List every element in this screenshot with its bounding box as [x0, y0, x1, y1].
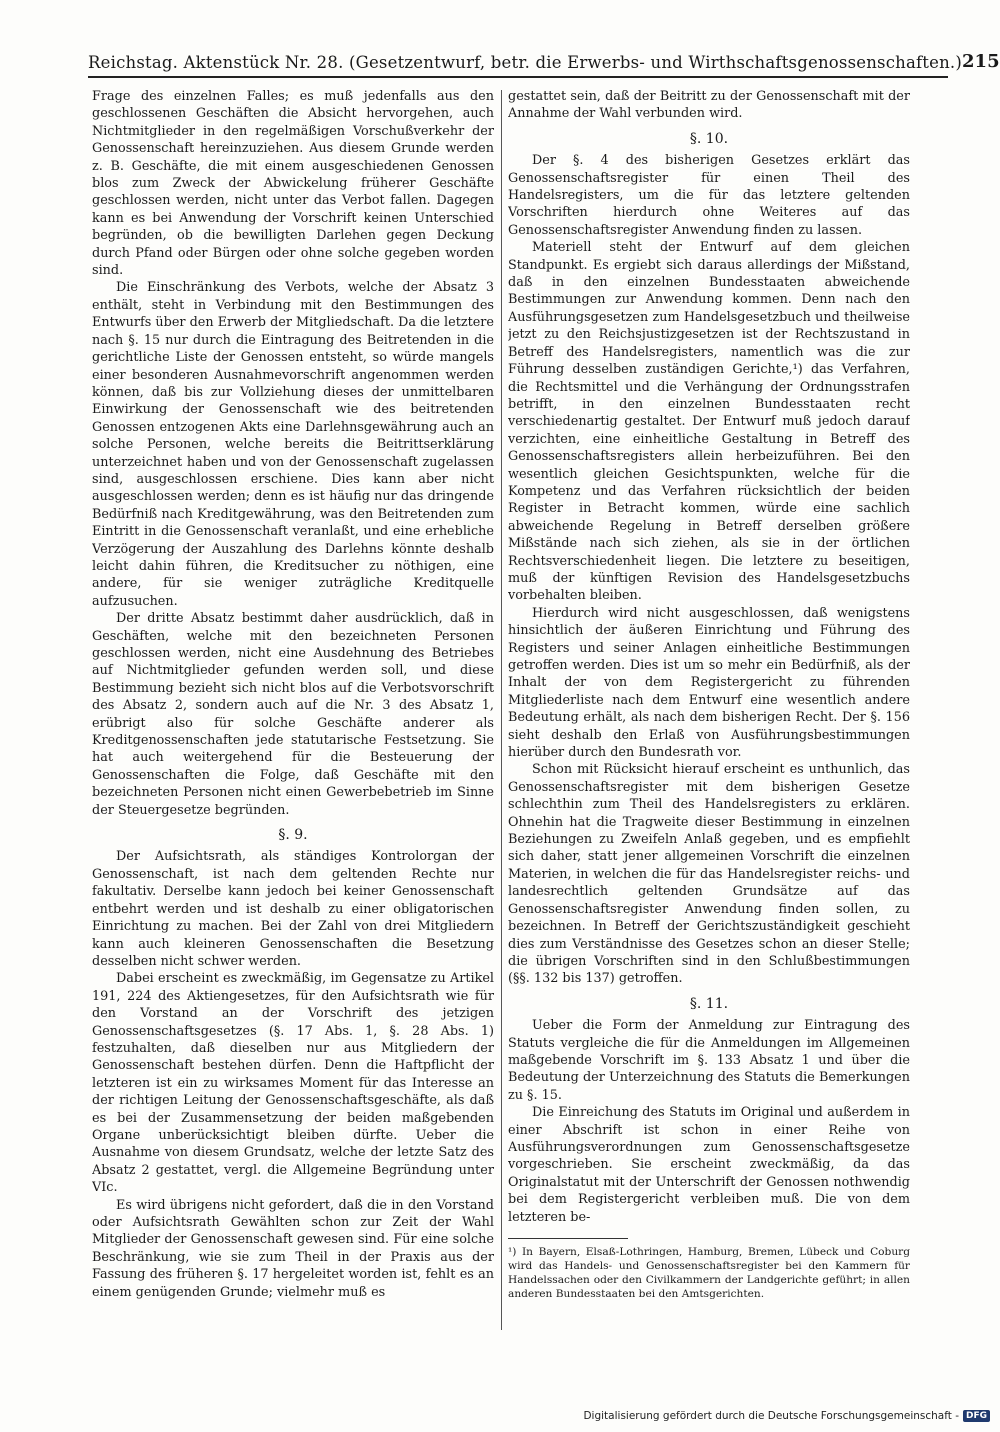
dfg-logo: DFG	[963, 1410, 990, 1422]
section-heading-9: §. 9.	[278, 827, 308, 844]
paragraph: Ueber die Form der Anmeldung zur Eintragung des Statuts vergleiche die für die Anmeldungen im Allgemeinen maßgebende Vorschrift im §. 133 Absatz 1 und über die Bedeutung der Unterzeichnung des Statuts die Bemerkungen zu §. 15.	[508, 1018, 910, 1103]
left-column	[92, 88, 494, 1333]
paragraph: Die Einreichung des Statuts im Original und außerdem in einer Abschrift ist schon in einer Reihe von Ausführungsverordnungen zum Genossenschaftsgesetze vorgeschrieben. Sie erscheint zweckmäßig, da das Originalstatut mit der Unterschrift der Genossen nothwendig bei dem Registergericht verbleiben muß. Die von dem letzteren be-	[508, 1105, 910, 1225]
paragraph: Der dritte Absatz bestimmt daher ausdrücklich, daß in Geschäften, welche mit den bezeichneten Personen geschlossen werden, nicht eine Ausdehnung des Betriebes auf Nichtmitglieder gefunden werden soll, und diese Bestimmung bezieht sich nicht blos auf die Verbotsvorschrift des Absatz 2, sondern auch auf die Nr. 3 des Absatz 1, erübrigt also für solche Geschäfte anderer als Kreditgenossenschaften jede statutarische Festsetzung. Sie hat auch weitergehend für die Besteuerung der Genossenschaften die Folge, daß Geschäfte mit den bezeichneten Personen nicht einen Gewerbebetrieb im Sinne der Steuergesetze begründen.	[92, 611, 494, 818]
paragraph: Der §. 4 des bisherigen Gesetzes erklärt das Genossenschaftsregister für einen Theil des Handelsregisters, um die für das letztere geltenden Vorschriften hierdurch ohne Weiteres auf das Genossenschaftsregister Anwendung finden zu lassen.	[508, 153, 910, 238]
header-title: Reichstag. Aktenstück Nr. 28. (Gesetzentwurf, betr. die Erwerbs- und Wirthschaftsgenossenschaften.)	[88, 53, 963, 72]
column-divider	[501, 90, 502, 1330]
credit-text: Digitalisierung gefördert durch die Deutsche Forschungsgemeinschaft -	[583, 1410, 959, 1422]
paragraph: Schon mit Rücksicht hierauf erscheint es unthunlich, das Genossenschaftsregister mit dem bisherigen Gesetze schlechthin zum Theil des Handelsregisters zu erklären. Ohnehin hat die Tragweite dieser Bestimmung in einzelnen Beziehungen zu Zweifeln Anlaß gegeben, und es empfiehlt sich daher, statt jener allgemeinen Vorschrift die einzelnen Materien, in welchen die für das Handelsregister reichs- und landesrechtlich geltenden Grundsätze auf das Genossenschaftsregister Anwendung finden sollen, zu bezeichnen. In Betreff der Gerichtszuständigkeit geschieht dies zum Verständnisse des Gesetzes schon an dieser Stelle; die übrigen Vorschriften sind in den Schlußbestimmungen (§§. 132 bis 137) getroffen.	[508, 762, 910, 987]
digitization-credit	[583, 1410, 990, 1422]
paragraph: Frage des einzelnen Falles; es muß jedenfalls aus den geschlossenen Geschäften die Absicht hervorgehen, auch Nichtmitglieder in den regelmäßigen Vorschußverkehr der Genossenschaft hereinzuziehen. Aus diesem Grunde werden z. B. Geschäfte, die mit einem ausgeschiedenen Genossen blos zum Zweck der Abwickelung früherer Geschäfte geschlossen werden, nicht unter das Verbot fallen. Dagegen kann es bei Anwendung der Vorschrift keinen Unterschied begründen, ob die bewilligten Darlehen gegen Deckung durch Pfand oder Bürgen oder ohne solche gegeben worden sind.	[92, 89, 494, 279]
paragraph: Hierdurch wird nicht ausgeschlossen, daß wenigstens hinsichtlich der äußeren Einrichtung und Führung des Registers und seiner Anlagen einheitliche Bestimmungen getroffen werden. Dies ist um so mehr ein Bedürfniß, als der Inhalt der von dem Registergericht zu führenden Mitgliederliste nach dem Entwurf eine wesentlich andere Bedeutung erhält, als nach dem bisherigen Recht. Der §. 156 sieht deshalb den Erlaß von Ausführungsbestimmungen hierüber durch den Bundesrath vor.	[508, 605, 910, 761]
paragraph: gestattet sein, daß der Beitritt zu der Genossenschaft mit der Annahme der Wahl verbunden wird.	[508, 89, 910, 122]
paragraph: Materiell steht der Entwurf auf dem gleichen Standpunkt. Es ergiebt sich daraus allerdings der Mißstand, daß in den einzelnen Bundesstaaten abweichende Bestimmungen zur Anwendung kommen. Denn nach den Ausführungsgesetzen zum Handelsgesetzbuch und theilweise jetzt zu den Reichsjustizgesetzen ist der Rechtszustand in Betreff des Handelsregisters, namentlich was die zur Führung desselben zuständigen Gerichte,¹) das Verfahren, die Rechtsmittel und die Verhängung der Ordnungsstrafen betrifft, in den einzelnen Bundesstaaten recht verschiedenartig gestaltet. Der Entwurf muß jedoch darauf verzichten, eine einheitliche Gestaltung in Betreff des Genossenschaftsregisters allein herbeizuführen. Bei den wesentlich gleichen Gesichtspunkten, welche für die Kompetenz und das Verfahren rücksichtlich der beiden Register in Betracht kommen, würde eine sachlich abweichende Regelung in Betreff derselben größere Mißstände nach sich ziehen, als sie in der örtlichen Rechtsverschiedenheit liegen. Die letztere zu beseitigen, muß der künftigen Revision des Handelsgesetzbuchs vorbehalten bleiben.	[508, 240, 910, 604]
footnote: ¹) In Bayern, Elsaß-Lothringen, Hamburg, Bremen, Lübeck und Coburg wird das Handels- und Genossenschaftsregister bei den Kammern für Handelssachen oder den Civilkammern der Landgerichte geführt; in allen anderen Bundesstaaten bei den Amtsgerichten.	[508, 1246, 910, 1300]
footnote-rule	[508, 1238, 628, 1239]
paragraph: Der Aufsichtsrath, als ständiges Kontrolorgan der Genossenschaft, ist nach dem geltenden Rechte nur fakultativ. Derselbe kann jedoch bei keiner Genossenschaft entbehrt werden und ist deshalb zu einer obligatorischen Einrichtung zu machen. Bei der Zahl von drei Mitgliedern kann auch kleineren Genossenschaften die Besetzung desselben nicht schwer werden.	[92, 849, 494, 969]
running-header	[88, 38, 1000, 78]
section-heading-11: §. 11.	[689, 995, 729, 1012]
paragraph: Dabei erscheint es zweckmäßig, im Gegensatze zu Artikel 191, 224 des Aktiengesetzes, für den Aufsichtsrath wie für den Vorstand an der Vorschrift des jetzigen Genossenschaftsgesetzes (§. 17 Abs. 1, §. 28 Abs. 1) festzuhalten, daß dieselben nur aus Mitgliedern der Genossenschaft bestehen dürfen. Denn die Haftpflicht der letzteren ist ein zu wirksames Moment für das Interesse an der richtigen Leitung der Genossenschaftsgeschäfte, als daß es bei der Zusammensetzung der beiden maßgebenden Organe unberücksichtigt bleiben dürfte. Ueber die Ausnahme von diesem Grundsatz, welche der letzte Satz des Absatz 2 gestattet, vergl. die Allgemeine Begründung unter VIc.	[92, 971, 494, 1196]
page-number: 215	[962, 51, 1000, 72]
paragraph: Es wird übrigens nicht gefordert, daß die in den Vorstand oder Aufsichtsrath Gewählten schon zur Zeit der Wahl Mitglieder der Genossenschaft gewesen sind. Für eine solche Beschränkung, wie sie zum Theil in der Praxis aus der Fassung des früheren §. 17 hergeleitet worden ist, fehlt es an einem genügenden Grunde; vielmehr muß es	[92, 1197, 494, 1300]
paragraph: Die Einschränkung des Verbots, welche der Absatz 3 enthält, steht in Verbindung mit den Bestimmungen des Entwurfs über den Erwerb der Mitgliedschaft. Da die letztere nach §. 15 nur durch die Eintragung des Beitretenden in die gerichtliche Liste der Genossen entsteht, so würde mangels einer besonderen Ausnahmevorschrift angenommen werden können, daß bis zur Vollziehung dieses der unmittelbaren Einwirkung der Genossenschaft wie des beitretenden Genossen entzogenen Akts eine Darlehnsgewährung auch an solche Personen, welche bereits die Beitrittserklärung unterzeichnet haben und von der Genossenschaft zugelassen sind, ausgeschlossen erschiene. Dies kann aber nicht ausgeschlossen werden; denn es ist häufig nur das dringende Bedürfniß nach Kreditgewährung, was den Beitretenden zum Eintritt in die Genossenschaft veranlaßt, und eine erhebliche Verzögerung der Auszahlung des Darlehns könnte deshalb leicht dahin führen, die Kreditsucher zu nöthigen, eine andere, für sie weniger zuträgliche Kreditquelle aufzusuchen.	[92, 280, 494, 609]
section-heading-10: §. 10.	[689, 130, 729, 147]
right-column	[508, 88, 910, 1333]
